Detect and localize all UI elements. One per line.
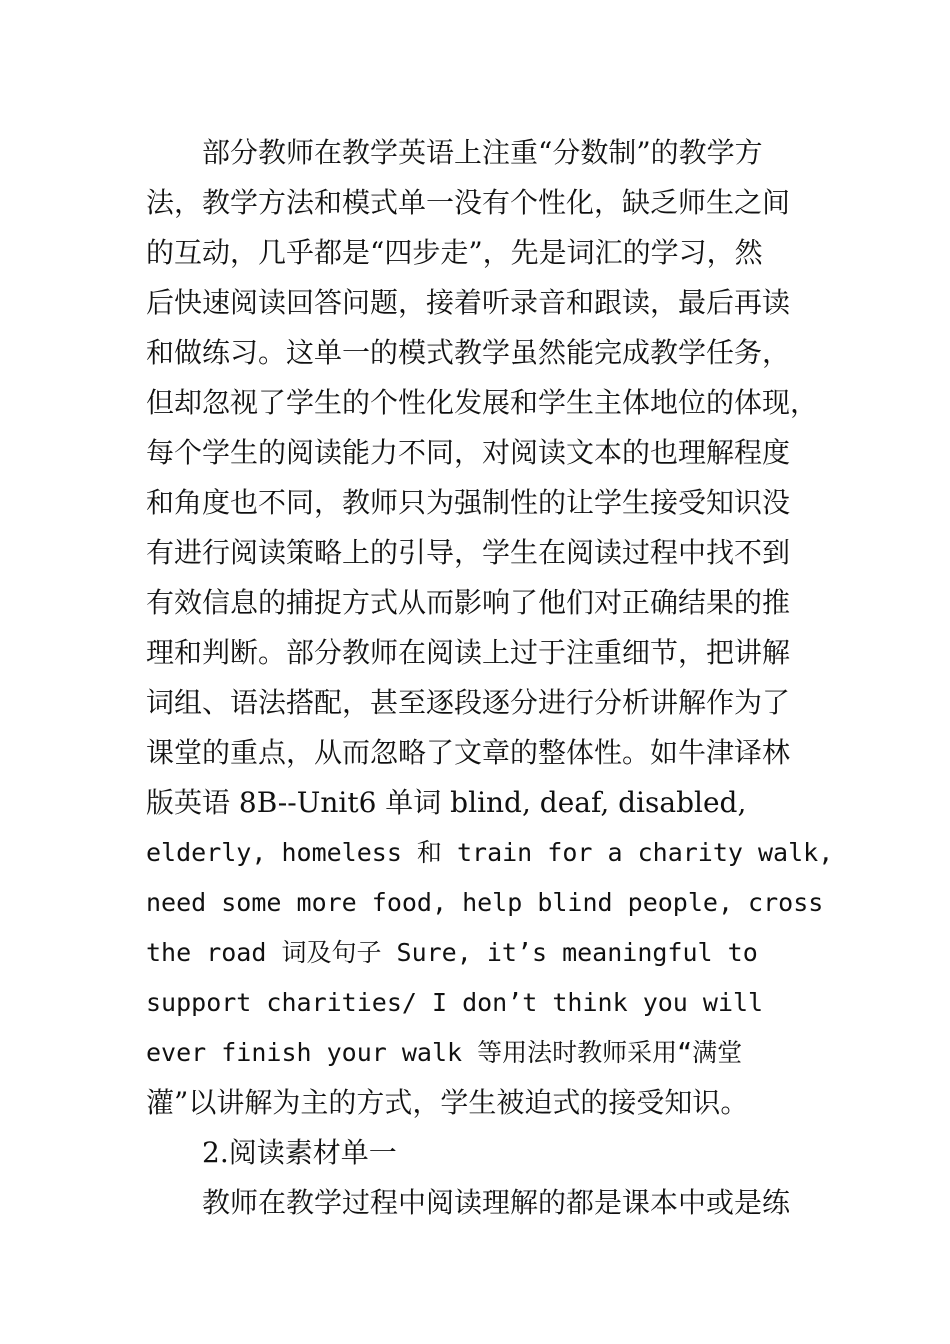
- section-heading: 2.阅读素材单一: [202, 1136, 397, 1169]
- paragraph-line-9: 有进行阅读策略上的引导，学生在阅读过程中找不到: [146, 536, 791, 569]
- paragraph-line-12: 词组、语法搭配，甚至逐段逐分进行分析讲解作为了: [146, 686, 791, 719]
- paragraph-line-22: 教师在教学过程中阅读理解的都是课本中或是练: [202, 1186, 791, 1219]
- paragraph-line-2: 法，教学方法和模式单一没有个性化，缺乏师生之间: [146, 186, 791, 219]
- paragraph-line-7: 每个学生的阅读能力不同，对阅读文本的也理解程度: [146, 436, 791, 469]
- paragraph-line-10: 有效信息的捕捉方式从而影响了他们对正确结果的推: [146, 586, 791, 619]
- paragraph-line-1: 部分教师在教学英语上注重“分数制”的教学方: [202, 136, 763, 169]
- paragraph-line-19: ever finish your walk 等用法时教师采用“满堂: [146, 1038, 743, 1067]
- paragraph-line-11: 理和判断。部分教师在阅读上过于注重细节，把讲解: [146, 636, 791, 669]
- paragraph-line-8: 和角度也不同，教师只为强制性的让学生接受知识没: [146, 486, 791, 519]
- paragraph-line-15: elderly, homeless 和 train for a charity walk,: [146, 838, 834, 867]
- paragraph-line-6: 但却忽视了学生的个性化发展和学生主体地位的体现，: [146, 386, 819, 419]
- paragraph-line-18: support charities/ I don’t think you will: [146, 988, 764, 1017]
- paragraph-line-14: 版英语 8B--Unit6 单词 blind, deaf, disabled,: [146, 786, 747, 819]
- paragraph-line-20: 灌”以讲解为主的方式，学生被迫式的接受知识。: [146, 1086, 749, 1119]
- paragraph-line-5: 和做练习。这单一的模式教学虽然能完成教学任务，: [146, 336, 791, 369]
- paragraph-line-3: 的互动，几乎都是“四步走”，先是词汇的学习，然: [146, 236, 763, 269]
- paragraph-line-16: need some more food, help blind people, cross: [146, 888, 824, 917]
- paragraph-line-4: 后快速阅读回答问题，接着听录音和跟读，最后再读: [146, 286, 791, 319]
- paragraph-line-13: 课堂的重点，从而忽略了文章的整体性。如牛津译林: [146, 736, 791, 769]
- paragraph-line-17: the road 词及句子 Sure, it’s meaningful to: [146, 938, 758, 967]
